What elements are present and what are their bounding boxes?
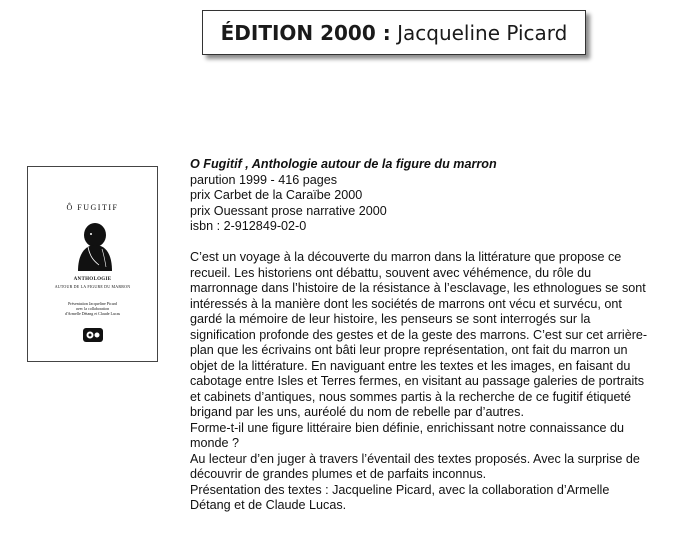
cover-credit (28, 301, 157, 316)
description-line: objet de la littérature. En naviguant entre les textes et les images, en faisant du (190, 358, 631, 373)
description-line: Forme-t-il une figure littéraire bien définie, enrichissant notre connaissance du (190, 420, 625, 435)
description-line: marronnage dans l’histoire de la résistance à l’esclavage, les ethnologues se sont (190, 281, 646, 295)
description-line: Présentation des textes : Jacqueline Picard, avec la collaboration d’Armelle (190, 482, 610, 497)
description-line: brigand par les uns, auréolé du nom de rebelle par d’autres. (190, 405, 524, 419)
cover-credit-line: d'Armelle Détang et Claude Lucas (64, 311, 121, 316)
book-title: O Fugitif , Anthologie autour de la figure du marron (190, 157, 497, 171)
book-description (190, 250, 686, 514)
publisher-logo (82, 327, 104, 343)
book-detail: parution 1999 - 416 pages (190, 172, 338, 187)
description-line: gardé la mémoire de leur histoire, les penseurs se sont interrogés sur la (190, 312, 591, 326)
description-line: C’est un voyage à la découverte du marron dans la littérature que propose ce (190, 250, 622, 264)
book-detail: prix Carbet de la Caraïbe 2000 (190, 188, 363, 202)
description-line: et cabinets d’antiques, nous sommes partis à la recherche de ce fugitif étiqueté (190, 389, 632, 404)
cover-subtitle-2: AUTOUR DE LA FIGURE DU MARRON (54, 284, 131, 289)
description-line: Détang et de Claude Lucas. (190, 498, 347, 512)
page-title (202, 10, 586, 55)
description-line: plan que les écrivains ont bâti leur propre représentation, ont fait du marron un (190, 343, 628, 357)
description-line: signification profonde des gestes et de la geste des marrons. C’est sur cet arrière- (190, 327, 648, 342)
cover-subtitle-1: ANTHOLOGIE (73, 277, 112, 282)
description-line: Au lecteur d’en juger à travers l’éventail des textes proposés. Avec la surprise de (190, 451, 640, 466)
cover-title: Ô FUGITIF (66, 203, 119, 212)
description-line: monde ? (190, 436, 240, 450)
page-title-edition: ÉDITION 2000 : (220, 20, 391, 45)
cover-credit-line: Présentation Jacqueline Picard (68, 301, 117, 306)
book-detail: isbn : 2-912849-02-0 (190, 219, 307, 233)
book-detail: prix Ouessant prose narrative 2000 (190, 203, 387, 218)
description-line: découvrir de grandes plumes et de parfaits inconnus. (190, 467, 487, 481)
description-line: intéressés à la manière dont les sociétés de marrons ont vécu et survécu, ont (190, 296, 622, 311)
spacer (190, 235, 686, 251)
portrait-illustration (72, 221, 116, 271)
description-line: recueil. Les historiens ont débattu, souvent avec véhémence, du rôle du (190, 265, 592, 280)
page-title-author: Jacqueline Picard (397, 20, 568, 45)
cover-credit-line: avec la collaboration (75, 306, 110, 311)
book-info (190, 157, 686, 514)
book-cover-image (27, 166, 158, 362)
description-line: cabotage entre Isles et Terres fermes, en visitant au passage galeries de portraits (190, 374, 645, 388)
